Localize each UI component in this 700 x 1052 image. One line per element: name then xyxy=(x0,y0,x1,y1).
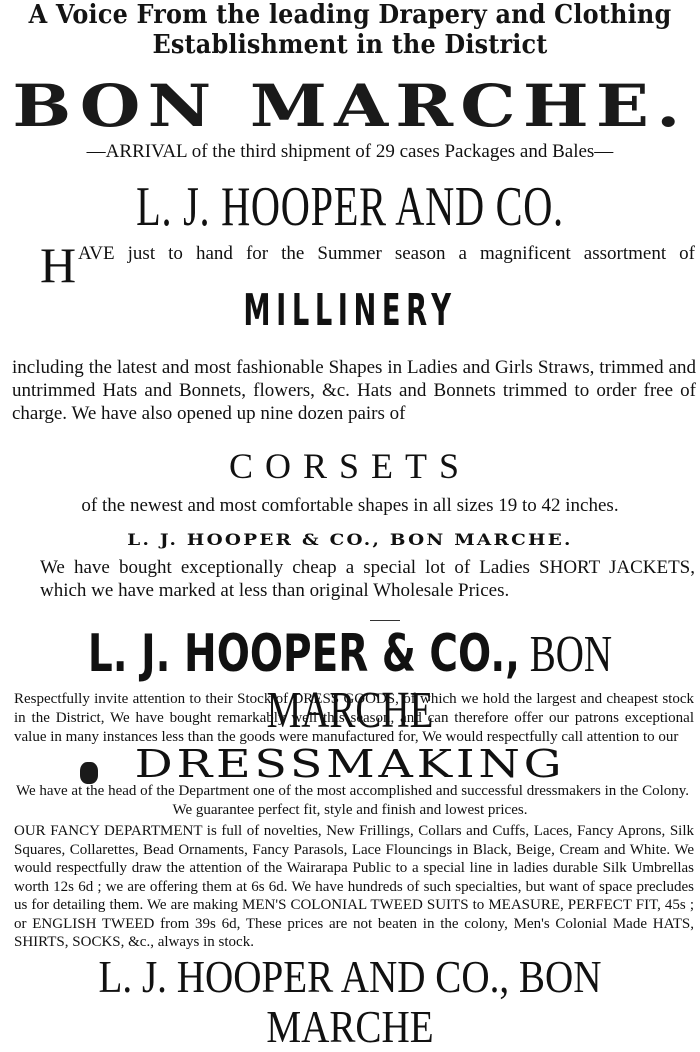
dressmaker-paragraph: We have at the head of the Department one of the most accomplished and successful dressmakers in the Colony. xyxy=(16,783,690,799)
drop-cap: H xyxy=(40,237,77,293)
arrival-notice: —ARRIVAL of the third shipment of 29 cases Packages and Bales— xyxy=(86,141,614,162)
company-name-large: L. J. HOOPER AND CO. xyxy=(136,176,564,238)
corsets-sizes: of the newest and most comfortable shapes in all sizes 19 to 42 inches. xyxy=(81,495,619,516)
millinery-heading: MILLINERY xyxy=(243,285,457,336)
company-name-bold-part: L. J. HOOPER & CO., xyxy=(87,624,520,684)
fancy-department-paragraph: OUR FANCY DEPARTMENT is full of novelties, New Frillings, Collars and Cuffs, Laces, Fancy Aprons, Silk Squares, Collarettes, Bead Ornaments, Fancy Parasols, Lace Flouncings in Black, Beige, Cream and White. We would respectfully draw the attention of the Wairarapa Public to a special line in ladies durable Silk Umbrellas worth 12s 6d ; we are offering them at 6s 6d. We have hundreds of such specialties, but want of space precludes us for detailing them. We are making MEN'S COLONIAL TWEED SUITS to MEASURE, PERFECT FIT, 45s ; or ENGLISH TWEED from 39s 6d, These prices are not beaten in the colony, Men's Colonial Made HATS, SHIRTS, SOCKS, &c., always in stock. xyxy=(14,823,694,950)
company-name-small: L. J. HOOPER & CO., BON MARCHE. xyxy=(127,530,573,549)
company-name-light-part: BON MARCHE xyxy=(266,626,613,739)
dressmaking-heading: DRESSMAKING xyxy=(134,742,566,786)
millinery-paragraph: including the latest and most fashionable Shapes in Ladies and Girls Straws, trimmed and untrimmed Hats and Bonnets, flowers, &c. Hats and Bonnets trimmed to order free of charge. We have also opened up nine dozen pairs of xyxy=(12,357,696,424)
corsets-heading: CORSETS xyxy=(228,446,472,486)
brand-title: BON MARCHE. xyxy=(12,72,688,140)
intro-text: AVE just to hand for the Summer season a magnificent assortment of xyxy=(78,243,695,264)
dress-goods-paragraph: Respectfully invite attention to their Stock of DRESS GOODS, of which we hold the largest and cheapest stock in the District, We have bought remarkably well this season, and can therefore offer our patrons exceptional value in many instances less than the goods were manufactured for, We would respectfully call attention to our xyxy=(14,691,694,745)
headline: A Voice From the leading Drapery and Clothing Establishment in the District xyxy=(28,0,672,60)
company-name-footer: L. J. HOOPER AND CO., BON MARCHE xyxy=(98,951,602,1052)
divider-rule xyxy=(370,620,400,621)
guarantee-line: We guarantee perfect fit, style and finish and lowest prices. xyxy=(172,802,528,818)
jackets-paragraph: We have bought exceptionally cheap a special lot of Ladies SHORT JACKETS, which we have marked at less than original Wholesale Prices. xyxy=(40,557,695,601)
